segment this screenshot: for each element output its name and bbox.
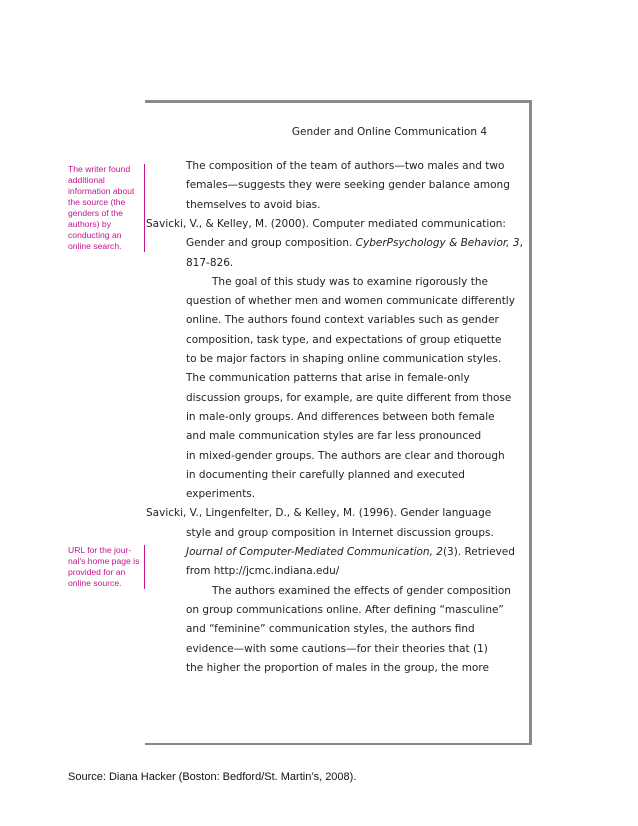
- italic-title: CyberPsychology & Behavior, 3: [355, 237, 520, 250]
- line-text: Gender and group composition.: [186, 237, 356, 250]
- body-line: Savicki, V., Lingenfelter, D., & Kelley, M. (1996). Gender language: [146, 507, 492, 520]
- body-line: evidence—with some cautions—for their theories that (1): [186, 642, 488, 655]
- line-text: (3). Retrieved: [442, 546, 515, 558]
- body-line: in male-only groups. And differences between both female: [186, 410, 495, 423]
- body-line: experiments.: [186, 488, 256, 501]
- body-line: The authors examined the effects of gender composition: [212, 584, 511, 597]
- body-line: on group communications online. After defining “masculine”: [186, 603, 504, 616]
- running-head: Gender and Online Communication 4: [291, 126, 487, 138]
- body-line: question of whether men and women communicate differently: [186, 295, 515, 308]
- body-line: The goal of this study was to examine rigorously the: [212, 275, 488, 288]
- body-line: [186, 237, 523, 249]
- body-line: [186, 546, 515, 558]
- body-line: The composition of the team of authors—two males and two: [186, 160, 505, 172]
- body-line: 817-826.: [186, 256, 234, 269]
- body-line: composition, task type, and expectations of group etiquette: [186, 333, 502, 346]
- body-line: discussion groups, for example, are quite different from those: [186, 391, 512, 404]
- body-line: from http://jcmc.indiana.edu/: [186, 565, 340, 578]
- margin-note-url: URL for the jour-nal's home page is provided for an online source.: [68, 545, 145, 589]
- line-text: ,: [519, 237, 523, 250]
- body-line: in mixed-gender groups. The authors are clear and thorough: [186, 449, 505, 462]
- body-line: to be major factors in shaping online communication styles.: [186, 353, 502, 365]
- margin-note-author-genders: The writer found additional information about the source (the genders of the authors) by conducting an online search.: [68, 164, 145, 252]
- body-line: in documenting their carefully planned and executed: [186, 468, 465, 481]
- body-line: online. The authors found context variables such as gender: [186, 314, 499, 327]
- body-line: themselves to avoid bias.: [186, 198, 321, 211]
- body-line: and “feminine” communication styles, the authors find: [186, 623, 475, 636]
- body-line: females—suggests they were seeking gender balance among: [186, 179, 510, 192]
- body-line: Savicki, V., & Kelley, M. (2000). Computer mediated communication:: [146, 217, 506, 230]
- body-line: The communication patterns that arise in female-only: [186, 372, 470, 385]
- body-line: and male communication styles are far less pronounced: [186, 430, 482, 443]
- body-line: the higher the proportion of males in the group, the more: [186, 661, 489, 674]
- italic-title: Journal of Computer-Mediated Communication, 2: [186, 546, 443, 558]
- source-credit: Source: Diana Hacker (Boston: Bedford/St. Martin’s, 2008).: [68, 771, 357, 783]
- body-line: style and group composition in Internet discussion groups.: [186, 526, 494, 539]
